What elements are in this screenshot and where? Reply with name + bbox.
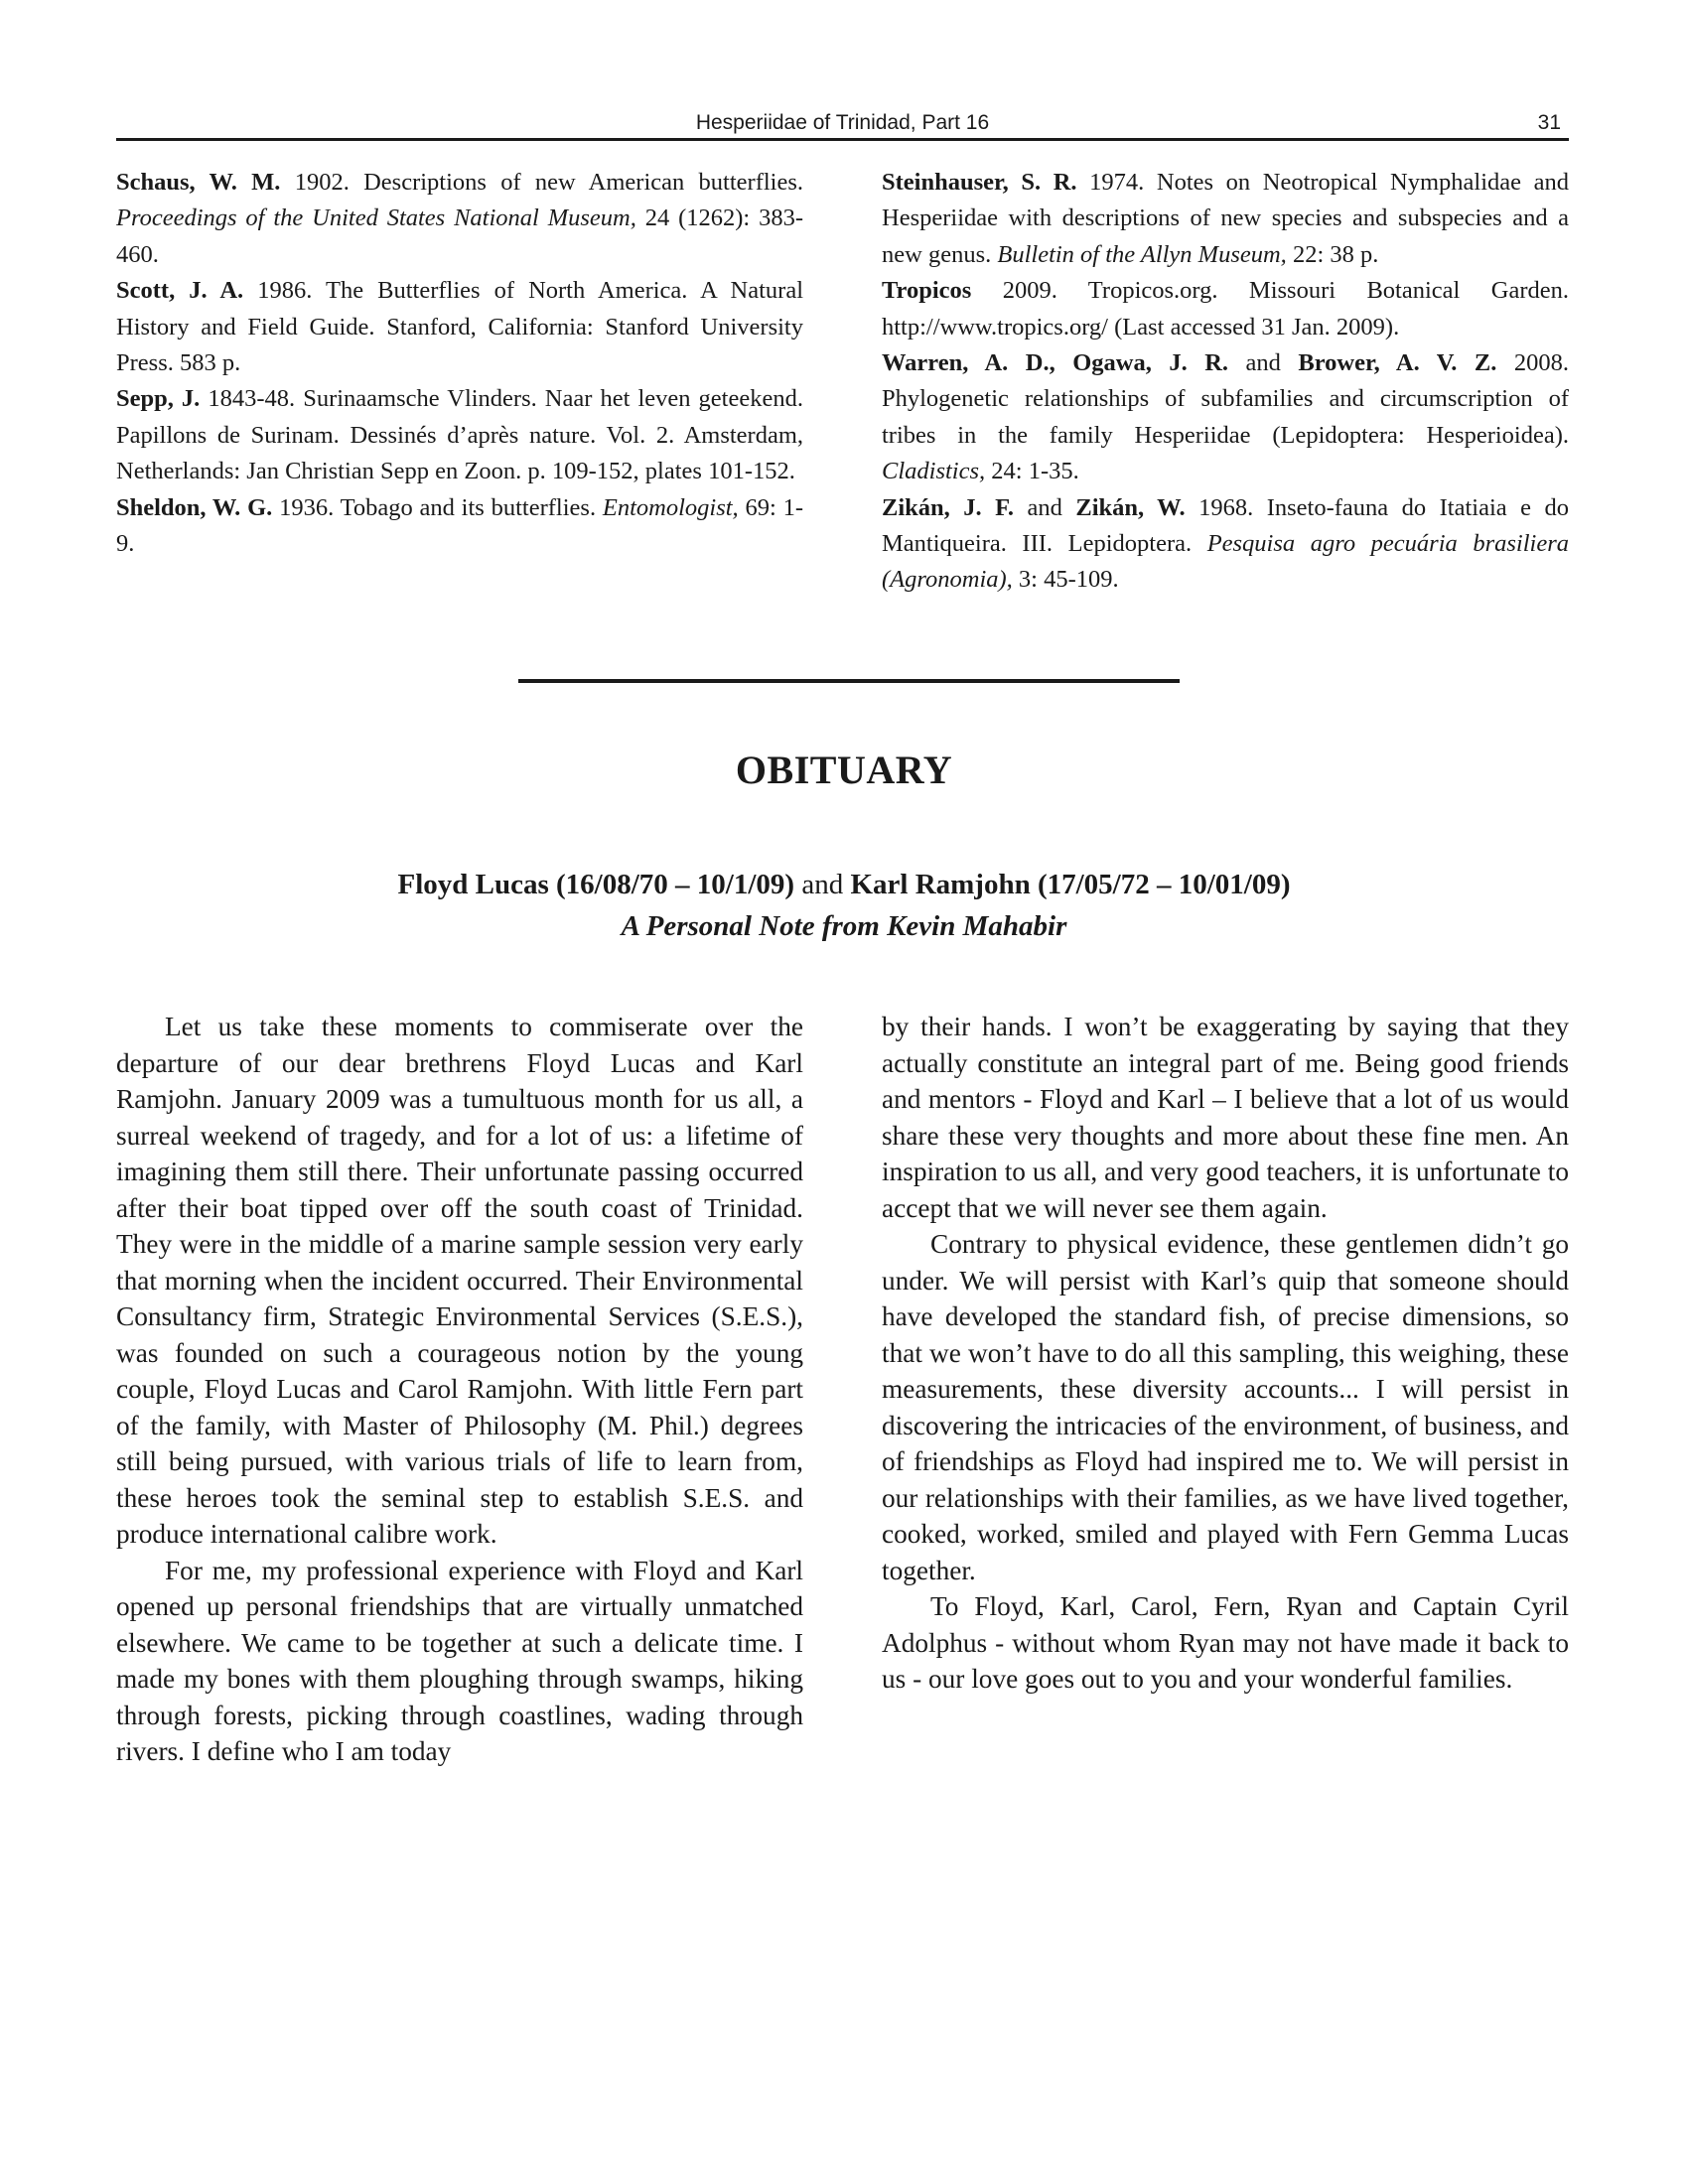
- reference-author: Steinhauser, S. R.: [882, 169, 1077, 196]
- section-divider: [518, 679, 1180, 683]
- reference-entry: [882, 490, 1569, 599]
- running-header: [116, 107, 1569, 139]
- reference-journal: Cladistics,: [882, 458, 986, 485]
- body-paragraph: Let us take these moments to commiserate over the departure of our dear brethrens Floyd Lucas and Karl Ramjohn. January 2009 was a tumultuous month for us all, a surreal weekend of tragedy, and for a lot of us: a lifetime of imagining them still there. Their unfortunate passing occurred after their boat tipped over off the south coast of Trinidad. They were in the middle of a marine sample session very early that morning when the incident occurred. Their Environmental Consultancy firm, Strategic Environmental Services (S.E.S.), was founded on such a courageous notion by the young couple, Floyd Lucas and Carol Ramjohn. With little Fern part of the family, with Master of Philosophy (M. Phil.) degrees still being pursued, with various trials of life to learn from, these heroes took the seminal step to establish S.E.S. and produce international calibre work.: [116, 1012, 803, 1549]
- header-rule: [116, 138, 1569, 141]
- reference-text: 1968. Inseto-fauna do Itatiaia e do Mantiqueira. III. Lepidoptera.: [882, 493, 1570, 558]
- running-title: Hesperiidae of Trinidad, Part 16: [695, 111, 990, 134]
- obituary-name-2: Karl Ramjohn (17/05/72 – 10/01/09): [850, 869, 1291, 900]
- body-paragraph: For me, my professional experience with Floyd and Karl opened up personal friendships that are virtually unmatched elsewhere. We came to be together at such a delicate time. I made my bones with them ploughing through swamps, hiking through forests, picking through coastlines, wading through rivers. I define who I am today: [116, 1555, 803, 1766]
- body-paragraph-continued: by their hands. I won’t be exaggerating by saying that they actually constitute an integral part of me. Being good friends and mentors - Floyd and Karl – I believe that a lot of us would share these very thoughts and more about these fine men. An inspiration to us all, and very good teachers, it is unfortunate to accept that we will never see them again.: [882, 1012, 1569, 1223]
- obituary-and: and: [794, 869, 851, 900]
- reference-text: 1974. Notes on Neotropical Nymphalidae and Hesperiidae with descriptions of new species and subspecies and a new genus.: [882, 169, 1569, 268]
- reference-author: Zikán, J. F.: [882, 493, 1014, 521]
- reference-volume: 69: 1-9.: [116, 493, 803, 558]
- obituary-subtitle: [0, 864, 1688, 947]
- reference-journal: Pesquisa agro pecuária brasiliera (Agronomia),: [882, 530, 1569, 594]
- reference-author: Schaus, W. M.: [116, 169, 281, 196]
- reference-author: Zikán, W.: [1075, 493, 1186, 521]
- reference-text: 1843-48. Surinaamsche Vlinders. Naar het leven geteekend. Papillons de Surinam. Dessinés d’après nature. Vol. 2. Amsterdam, Netherlands: Jan Christian Sepp en Zoon. p. 109-152, plates 101-152.: [116, 385, 803, 485]
- reference-author: Sheldon, W. G.: [116, 493, 273, 521]
- body-paragraph: To Floyd, Karl, Carol, Fern, Ryan and Captain Cyril Adolphus - without whom Ryan may not have made it back to us - our love goes out to you and your wonderful families.: [882, 1591, 1569, 1694]
- reference-entry: [116, 273, 803, 381]
- reference-author: Scott, J. A.: [116, 277, 244, 305]
- reference-entry: [116, 490, 803, 563]
- reference-text: 1986. The Butterflies of North America. A Natural History and Field Guide. Stanford, California: Stanford University Press. 583 p.: [116, 277, 803, 377]
- reference-author: Sepp, J.: [116, 385, 201, 413]
- obituary-byline: A Personal Note from Kevin Mahabir: [621, 910, 1067, 942]
- reference-text: 1902. Descriptions of new American butterflies.: [280, 169, 804, 196]
- reference-conjunction: and: [1228, 349, 1299, 377]
- reference-journal: Bulletin of the Allyn Museum,: [997, 240, 1287, 268]
- reference-entry: [882, 345, 1569, 490]
- references-right-column: [882, 165, 1569, 599]
- reference-text: 1936. Tobago and its butterflies.: [272, 493, 603, 521]
- reference-entry: [882, 273, 1569, 345]
- reference-journal: Proceedings of the United States National Museum,: [116, 205, 636, 232]
- reference-volume: 22: 38 p.: [1286, 240, 1379, 268]
- reference-author: Brower, A. V. Z.: [1298, 349, 1497, 377]
- obituary-body-right: [882, 1009, 1569, 1698]
- reference-entry: [882, 165, 1569, 273]
- obituary-name-1: Floyd Lucas (16/08/70 – 10/1/09): [397, 869, 795, 900]
- page-number: 31: [1537, 111, 1561, 134]
- reference-entry: [116, 165, 803, 273]
- reference-journal: Entomologist,: [602, 493, 739, 521]
- reference-entry: [116, 381, 803, 489]
- reference-text: 2008. Phylogenetic relationships of subfamilies and circumscription of tribes in the family Hesperiidae (Lepidoptera: Hesperioidea).: [882, 349, 1570, 449]
- obituary-body-left: [116, 1009, 803, 1770]
- reference-volume: 3: 45-109.: [1012, 566, 1119, 594]
- reference-text: 2009. Tropicos.org. Missouri Botanical Garden. http://www.tropics.org/ (Last accessed 31 Jan. 2009).: [882, 277, 1569, 341]
- obituary-heading: OBITUARY: [735, 748, 953, 792]
- references-left-column: [116, 165, 803, 562]
- body-paragraph: Contrary to physical evidence, these gentlemen didn’t go under. We will persist with Karl’s quip that someone should have developed the standard fish, of precise dimensions, so that we won’t have to do all this sampling, this weighing, these measurements, these diversity accounts... I will persist in discovering the intricacies of the environment, of business, and of friendships as Floyd had inspired me to. We will persist in our relationships with their families, as we have lived together, cooked, worked, smiled and played with Fern Gemma Lucas together.: [882, 1229, 1569, 1585]
- reference-conjunction: and: [1013, 493, 1076, 521]
- reference-author: Tropicos: [882, 277, 972, 305]
- reference-author: Warren, A. D., Ogawa, J. R.: [882, 349, 1229, 377]
- reference-volume: 24 (1262): 383-460.: [116, 205, 803, 268]
- reference-volume: 24: 1-35.: [985, 458, 1079, 485]
